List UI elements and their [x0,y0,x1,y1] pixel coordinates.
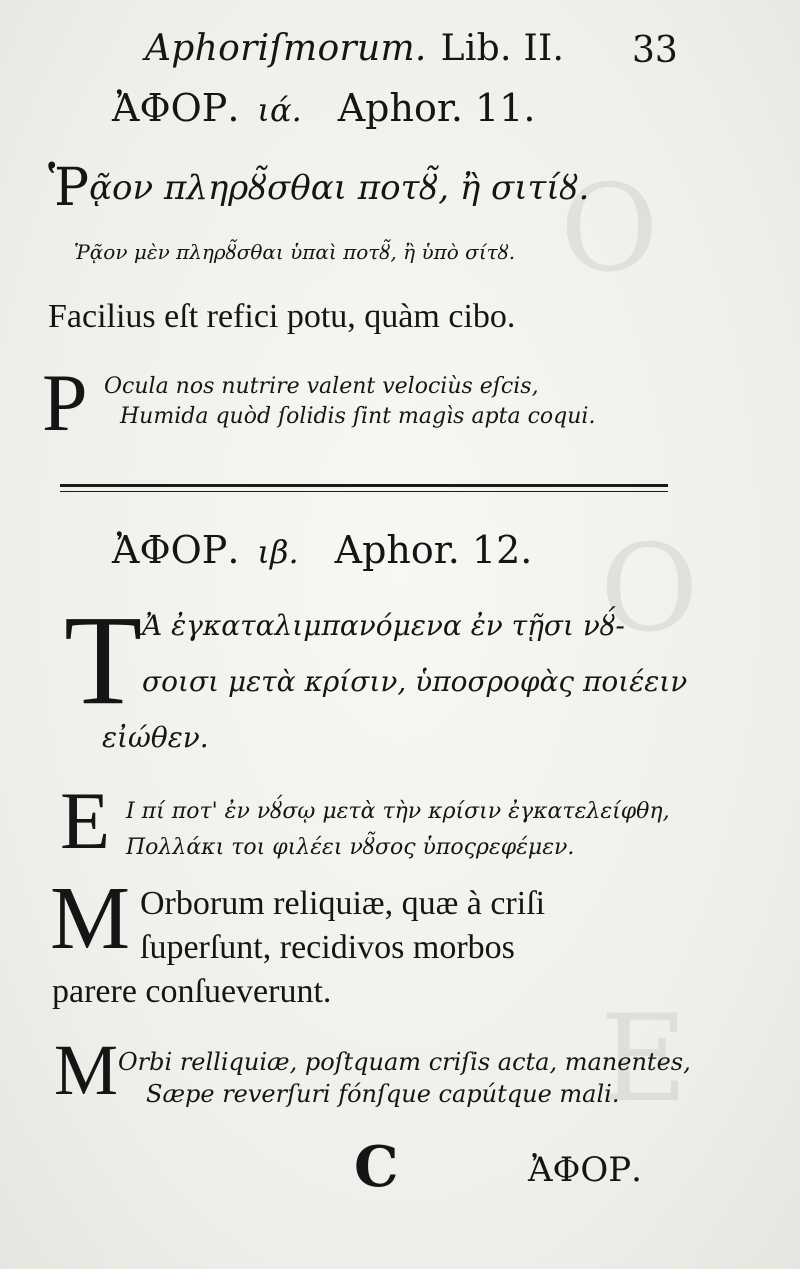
bleed-through-letter: E [600,990,688,1129]
section-divider-rule [60,484,668,487]
aphorism-11-verse [104,372,595,432]
heading-greek-number: ιά. [257,91,302,129]
latin-verse-line-2: Sæpe reverſuri fónſque capútque mali. [146,1080,620,1108]
aphorism-12-greek-dropcap: T [64,589,143,731]
aphorism-11-latin-text: Facilius eſt refici potu, quàm cibo. [48,298,516,335]
bleed-through-letter: O [560,160,659,299]
aphorism-11-greek-text [48,158,589,218]
greek-initial: Ῥ [48,158,90,218]
heading-latin: Aphor. 12. [334,528,533,572]
signature-mark: C [354,1134,399,1200]
greek-line-1: Ἀ ἐγκαταλιμπανόμενα ἐν τῇσι νȣ́- [142,609,625,642]
aphorism-12-latin-text [52,882,546,1014]
aphorism-12-latin-dropcap: M [50,869,131,968]
greek-verse-line-2: Πολλάκι τοι φιλέει νȣ̃σος ὑποςρεφέμεν. [126,835,575,860]
latin-verse-line-1: Orbi relliquiæ, poſtquam criſis acta, manentes, [118,1048,691,1076]
running-head-title: Aphoriſmorum. [145,28,427,69]
running-head-lib: Lib. II. [440,28,565,69]
verse-line-2: Humida quòd ſolidis ſint magìs apta coqui. [120,404,596,429]
running-head [145,28,564,69]
page-number: 33 [632,30,678,71]
greek-line-3: εἰώθεν. [102,721,209,754]
heading-greek: ἈΦΟΡ. [112,86,240,130]
latin-line-3: parere conſueverunt. [52,973,332,1010]
aphorism-12-greek-text [102,598,688,766]
aphorism-12-latin-verse-dropcap: M [54,1030,119,1110]
latin-line-2: ſuperſunt, recidivos morbos [140,929,515,966]
aphorism-11-verse-dropcap: P [42,357,88,448]
aphorism-12-heading [112,528,532,572]
greek-line-2: σοισι μετὰ κρίσιν, ὑποσροφὰς ποιέειν [142,665,688,698]
catchword: ἈΦΟΡ. [528,1150,642,1190]
aphorism-12-greek-verse-dropcap: E [60,775,111,866]
aphorism-11-greek-paraphrase: Ῥᾷον μὲν πληρȣ̃σθαι ὑπαὶ ποτȣ̃, ἢ ὑπὸ σίτȣ. [74,240,516,264]
aphorism-11-heading [112,86,535,130]
aphorism-12-latin-verse [118,1046,691,1110]
heading-latin: Aphor. 11. [337,86,536,130]
section-divider-rule-thin [60,491,668,492]
verse-line-1: Ocula nos nutrire valent velociùs eſcis, [104,374,539,399]
aphorism-12-greek-verse [126,794,670,866]
heading-greek: ἈΦΟΡ. [112,528,240,572]
greek-verse-line-1: Ι πί ποτ' ἐν νȣ́σῳ μετὰ τὴν κρίσιν ἐγκατελείφθη, [126,799,670,824]
heading-greek-number: ιβ. [257,533,299,571]
greek-text-rest: ᾷον πληρȣ̃σθαι ποτȣ̃, ἢ σιτίȣ. [89,168,590,208]
latin-line-1: Orborum reliquiæ, quæ à criſi [140,885,546,922]
bleed-through-letter: O [600,520,699,659]
